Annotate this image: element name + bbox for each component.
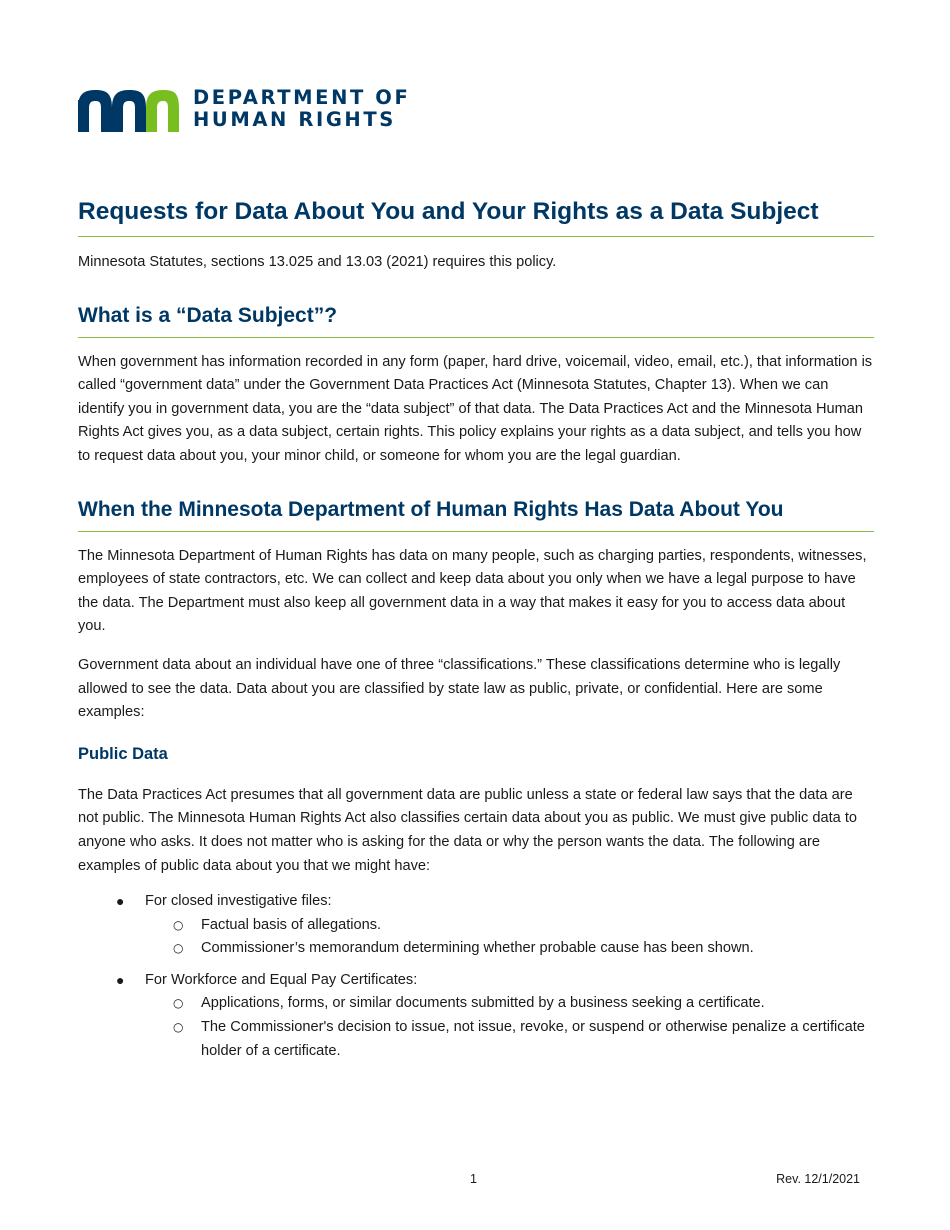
page-title: Requests for Data About You and Your Rights as a Data Subject [78, 194, 874, 237]
circle-bullet-icon: ○ [173, 996, 184, 1011]
section-paragraph-classifications: Government data about an individual have one of three “classifications.” These classifications determine who is legally allowed to see the data. Data about you are classified by state law as public, private, or confidential. Here are some examples: [78, 656, 841, 721]
logo-line-1: DEPARTMENT OF [193, 86, 411, 109]
sub-list-item-text: Applications, forms, or similar documents submitted by a business seeking a certificate. [201, 995, 765, 1012]
logo-line-2: HUMAN RIGHTS [193, 108, 396, 131]
department-logo [78, 84, 410, 134]
section-paragraph-department-data: The Minnesota Department of Human Rights has data on many people, such as charging parties, respondents, witnesses, employees of state contractors, etc. We can collect and keep data about you only when we have a legal purpose to have the data. The Department must also keep all government data in a way that makes it easy for you to access data about you. [78, 547, 867, 635]
mn-logo-icon [78, 86, 179, 132]
sub-list-item [145, 1016, 874, 1063]
list-item-label: For Workforce and Equal Pay Certificates: [145, 971, 418, 988]
sub-list [145, 914, 874, 961]
circle-bullet-icon: ○ [173, 1020, 184, 1035]
list-item-label: For closed investigative files: [145, 893, 332, 910]
logo-wordmark [193, 87, 410, 131]
circle-bullet-icon: ○ [173, 941, 184, 956]
sub-list-item-text: Factual basis of allegations. [201, 916, 382, 933]
bullet-icon: ● [116, 893, 125, 910]
paragraph-public-data: The Data Practices Act presumes that all government data are public unless a state or federal law says that the data are not public. The Minnesota Human Rights Act also classifies certain data about you as public. We must give public data to anyone who asks. It does not matter who is asking for the data or why the person wants the data. The following are examples of public data about you that we might have: [78, 786, 858, 874]
section-heading-department-data: When the Minnesota Department of Human Rights Has Data About You [78, 495, 874, 532]
page-number: 1 [470, 1172, 477, 1186]
section-paragraph-data-subject: When government has information recorded in any form (paper, hard drive, voicemail, video, email, etc.), that information is called “government data” under the Government Data Practices Act (Minnesota Statutes, Chapter 13). When we can identify you in government data, you are the “data subject” of that data. The Data Practices Act and the Minnesota Human Rights Act gives you, as a data subject, certain rights. This policy explains your rights as a data subject, and tells you how to request data about you, your minor child, or someone for whom you are the legal guardian. [78, 353, 873, 464]
sub-list [145, 992, 874, 1063]
bullet-icon: ● [116, 971, 125, 988]
sub-list-item [145, 992, 874, 1016]
document-body [78, 194, 874, 1063]
sub-list-item-text: The Commissioner's decision to issue, not issue, revoke, or suspend or otherwise penalize a certificate holder of a certificate. [201, 1019, 865, 1059]
public-data-list [78, 890, 874, 1063]
section-heading-data-subject: What is a “Data Subject”? [78, 301, 874, 338]
list-item [78, 969, 874, 1063]
list-item [78, 890, 874, 961]
revision-date: Rev. 12/1/2021 [776, 1172, 860, 1186]
sub-list-item [145, 937, 874, 961]
subheading-public-data: Public Data [78, 744, 168, 763]
intro-statute: Minnesota Statutes, sections 13.025 and 13.03 (2021) requires this policy. [78, 254, 557, 270]
sub-list-item-text: Commissioner’s memorandum determining whether probable cause has been shown. [201, 940, 754, 957]
sub-list-item [145, 914, 874, 938]
circle-bullet-icon: ○ [173, 917, 184, 932]
